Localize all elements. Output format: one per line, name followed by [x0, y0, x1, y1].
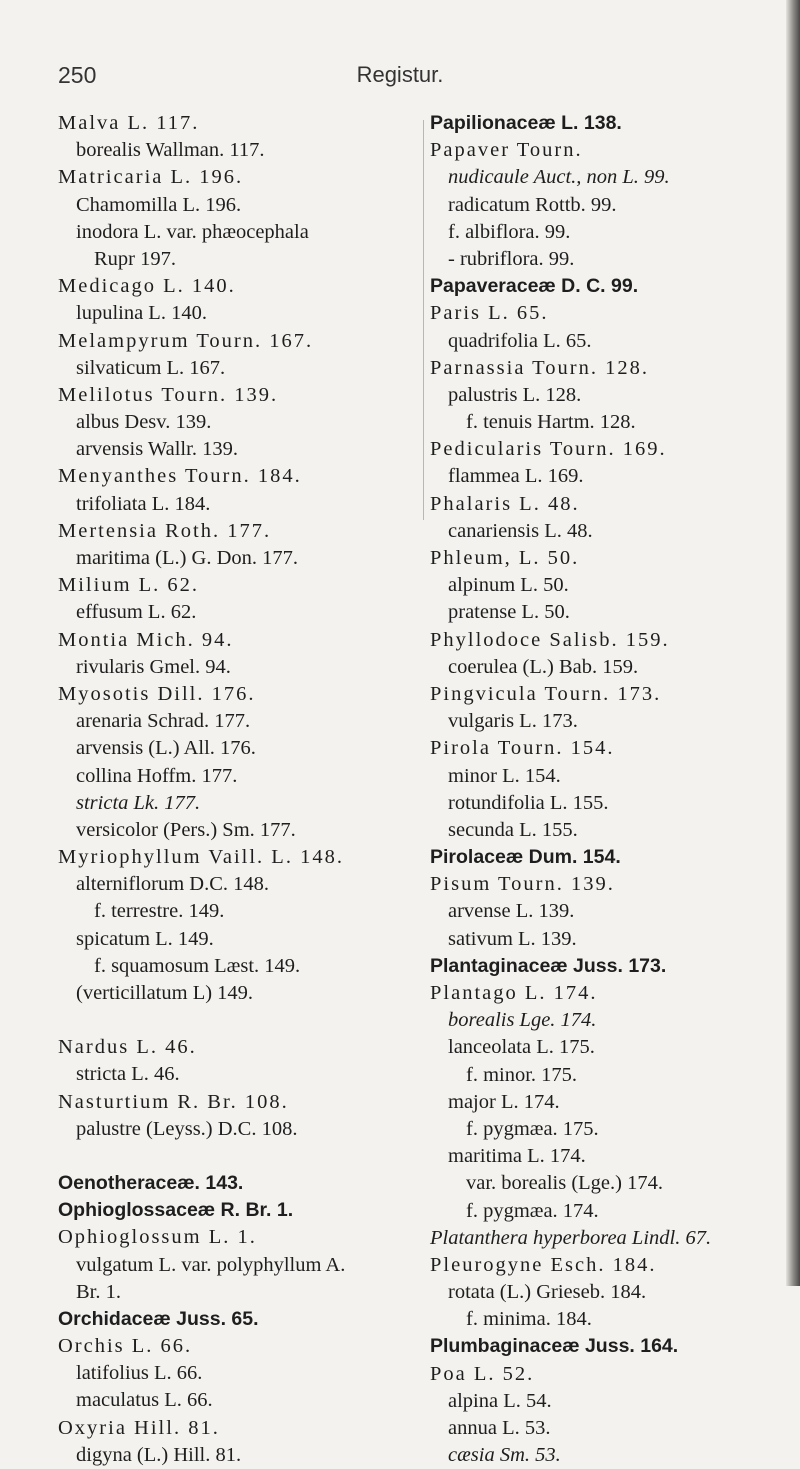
family-entry: Plantaginaceæ Juss. 173. [430, 954, 667, 977]
index-entry: f. terrestre. 149. [94, 900, 225, 923]
index-entry: Pisum Tourn. 139. [430, 873, 615, 896]
family-entry: Pirolaceæ Dum. 154. [430, 846, 621, 869]
index-entry: trifoliata L. 184. [76, 492, 211, 515]
index-entry: minor L. 154. [448, 764, 561, 787]
index-entry: f. minima. 184. [466, 1308, 592, 1331]
index-entry: Milium L. 62. [58, 574, 200, 597]
index-entry: stricta L. 46. [76, 1063, 180, 1086]
index-entry: Myriophyllum Vaill. L. 148. [58, 846, 344, 869]
index-entry: Poa L. 52. [430, 1362, 535, 1385]
index-entry: palustre (Leyss.) D.C. 108. [76, 1117, 298, 1140]
page-header [0, 62, 800, 96]
index-entry: Plantago L. 174. [430, 982, 598, 1004]
section-gap [58, 1007, 418, 1034]
index-entry: Matricaria L. 196. [58, 166, 244, 189]
index-entry: albus Desv. 139. [76, 411, 212, 434]
index-entry: stricta Lk. 177. [76, 791, 201, 814]
index-entry: Melilotus Tourn. 139. [58, 383, 279, 406]
index-entry: palustris L. 128. [448, 383, 582, 406]
index-entry: Ophioglossum L. 1. [58, 1226, 257, 1249]
index-entry: Mertensia Roth. 177. [58, 519, 272, 542]
index-entry: Rupr 197. [94, 247, 176, 270]
index-column-left [58, 110, 418, 1469]
index-entry: Papaver Tourn. [430, 139, 583, 162]
index-column-right [430, 110, 790, 1469]
index-entry: effusum L. 62. [76, 601, 197, 624]
index-entry: var. borealis (Lge.) 174. [466, 1172, 663, 1195]
index-entry: rotata (L.) Grieseb. 184. [448, 1281, 647, 1304]
index-entry: pratense L. 50. [448, 601, 570, 624]
index-entry: (verticillatum L) 149. [76, 982, 254, 1004]
index-entry: arenaria Schrad. 177. [76, 710, 251, 733]
index-entry: Pedicularis Tourn. 169. [430, 438, 667, 461]
family-entry: Papaveraceæ D. C. 99. [430, 275, 639, 298]
index-entry: Nardus L. 46. [58, 1036, 197, 1059]
index-entry: Paris L. 65. [430, 302, 549, 325]
index-entry: borealis Lge. 174. [448, 1009, 597, 1032]
index-entry: Malva L. 117. [58, 112, 200, 134]
index-entry: sativum L. 139. [448, 927, 577, 950]
page-number: 250 [58, 62, 97, 88]
index-entry: f. albiflora. 99. [448, 220, 571, 243]
index-entry: Melampyrum Tourn. 167. [58, 329, 314, 352]
index-entry: Parnassia Tourn. 128. [430, 356, 649, 379]
index-entry: flammea L. 169. [448, 465, 584, 488]
index-entry: secunda L. 155. [448, 818, 578, 841]
index-entry: nudicaule Auct., non L. 99. [448, 166, 670, 189]
index-entry: Oxyria Hill. 81. [58, 1416, 220, 1439]
index-entry: Phleum, L. 50. [430, 547, 580, 569]
index-entry: lupulina L. 140. [76, 302, 207, 325]
family-entry: Plumbaginaceæ Juss. 164. [430, 1335, 679, 1358]
index-entry: radicatum Rottb. 99. [448, 193, 617, 216]
index-entry: collina Hoffm. 177. [76, 764, 238, 787]
index-entry: annua L. 53. [448, 1417, 551, 1439]
index-entry: maritima (L.) G. Don. 177. [76, 547, 299, 569]
running-title: Registur. [356, 62, 444, 87]
index-entry: inodora L. var. phæocephala [76, 220, 309, 243]
index-entry: major L. 174. [448, 1090, 560, 1113]
index-entry: Menyanthes Tourn. 184. [58, 465, 302, 488]
column-rule [423, 120, 424, 520]
index-entry: canariensis L. 48. [448, 519, 593, 542]
index-entry: quadrifolia L. 65. [448, 329, 592, 352]
index-entry: versicolor (Pers.) Sm. 177. [76, 818, 296, 841]
index-entry: Nasturtium R. Br. 108. [58, 1090, 289, 1113]
index-entry: borealis Wallman. 117. [76, 139, 265, 162]
index-entry: - rubriflora. 99. [448, 247, 575, 270]
index-entry: maculatus L. 66. [76, 1389, 213, 1412]
index-entry: alpina L. 54. [448, 1389, 552, 1412]
family-entry: Orchidaceæ Juss. 65. [58, 1307, 259, 1330]
index-entry: f. squamosum Læst. 149. [94, 954, 301, 977]
index-entry: coerulea (L.) Bab. 159. [448, 655, 639, 678]
index-entry: Platanthera hyperborea Lindl. 67. [430, 1226, 712, 1249]
index-entry: latifolius L. 66. [76, 1362, 203, 1385]
index-entry: Chamomilla L. 196. [76, 193, 242, 216]
index-entry: Medicago L. 140. [58, 275, 236, 298]
index-entry: silvaticum L. 167. [76, 356, 226, 379]
family-entry: Oenotheraceæ. 143. [58, 1171, 244, 1194]
index-entry: arvense L. 139. [448, 900, 575, 923]
index-entry: arvensis Wallr. 139. [76, 438, 238, 461]
index-entry: Myosotis Dill. 176. [58, 682, 256, 705]
index-entry: Montia Mich. 94. [58, 628, 234, 651]
index-entry: vulgaris L. 173. [448, 710, 578, 733]
index-entry: Phyllodoce Salisb. 159. [430, 628, 670, 651]
index-entry: f. pygmæa. 175. [466, 1117, 599, 1140]
index-entry: alterniflorum D.C. 148. [76, 873, 270, 896]
index-entry: f. tenuis Hartm. 128. [466, 411, 636, 434]
index-entry: Br. 1. [76, 1280, 121, 1303]
index-entry: vulgatum L. var. polyphyllum A. [76, 1253, 346, 1276]
index-entry: f. pygmæa. 174. [466, 1199, 599, 1222]
index-entry: Pleurogyne Esch. 184. [430, 1253, 657, 1276]
index-entry: cæsia Sm. 53. [448, 1444, 561, 1467]
index-entry: maritima L. 174. [448, 1145, 586, 1168]
family-entry: Papilionaceæ L. 138. [430, 112, 622, 134]
section-gap [58, 1143, 418, 1170]
index-entry: Pirola Tourn. 154. [430, 737, 615, 760]
family-entry: Ophioglossaceæ R. Br. 1. [58, 1199, 294, 1222]
index-entry: arvensis (L.) All. 176. [76, 737, 256, 760]
index-entry: Pingvicula Tourn. 173. [430, 682, 662, 705]
index-entry: Phalaris L. 48. [430, 492, 580, 515]
index-entry: Orchis L. 66. [58, 1335, 193, 1358]
index-entry: digyna (L.) Hill. 81. [76, 1443, 242, 1466]
index-entry: rivularis Gmel. 94. [76, 655, 231, 678]
index-entry: lanceolata L. 175. [448, 1036, 595, 1059]
index-entry: rotundifolia L. 155. [448, 791, 609, 814]
index-entry: spicatum L. 149. [76, 927, 214, 950]
index-entry: alpinum L. 50. [448, 574, 569, 597]
index-entry: f. minor. 175. [466, 1063, 578, 1086]
